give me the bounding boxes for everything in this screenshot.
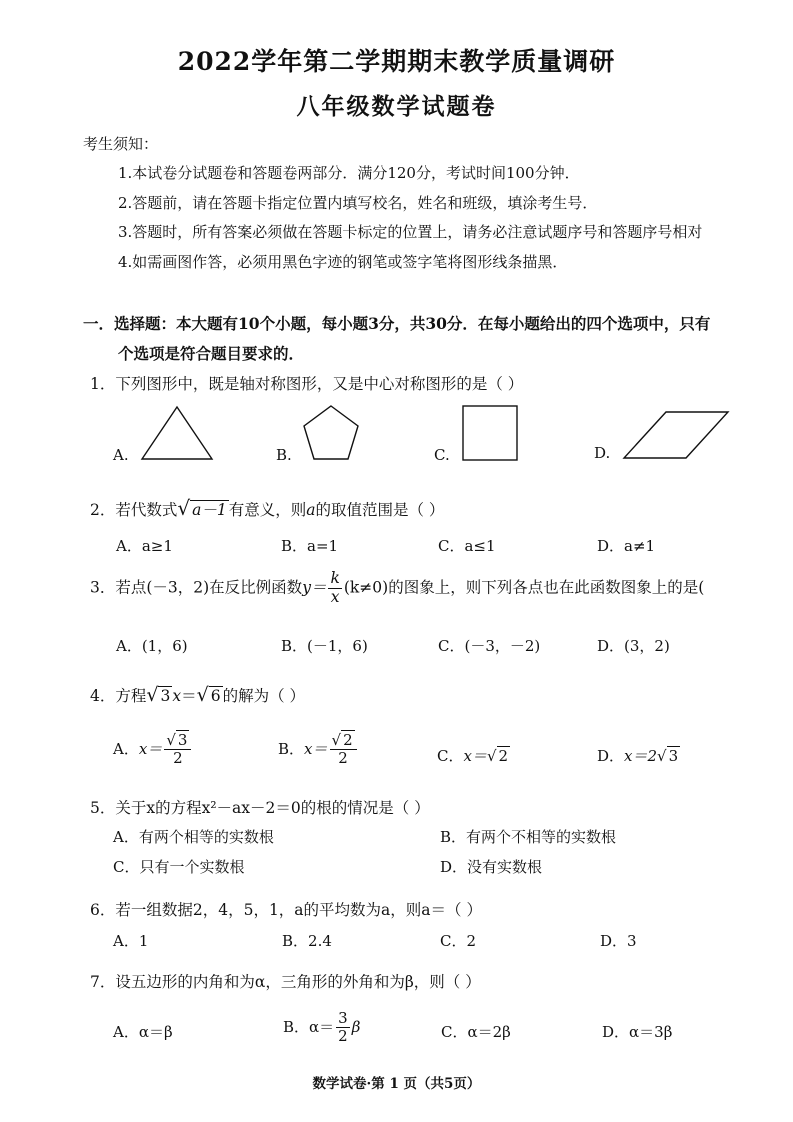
q2-option-d: D．a≠1 [597,537,656,555]
q3-option-b: B．(－1，6) [281,637,368,655]
q6-option-d: D．3 [600,932,637,950]
q7-option-b: B．α＝ $\frac{3}{2}$ β [283,1009,361,1046]
section-heading: 一．选择题：本大题有10个小题，每小题3分，共30分．在每小题给出的四个选项中，只有 [83,314,711,333]
q2-option-c: C．a≤1 [438,537,496,555]
triangle-icon [140,405,214,461]
section-heading-cont: 个选项是符合题目要求的． [118,344,305,363]
notes-heading: 考生须知： [83,135,159,153]
q3-option-a: A．(1，6) [116,637,188,655]
square-icon [461,404,519,462]
exam-subtitle: 八年级数学试题卷 [296,93,497,120]
q3-option-c: C．(－3，－2) [438,637,541,655]
pentagon-icon [302,404,360,462]
q5-option-d: D．没有实数根 [440,858,543,876]
q2-option-b: B．a=1 [281,537,339,555]
q1-option-a-label: A. [113,446,129,464]
parallelogram-icon [622,410,730,460]
q7-option-a: A．α＝β [113,1023,173,1041]
note-item: 4.如需画图作答，必须用黑色字迹的钢笔或签字笔将图形线条描黑． [118,253,568,271]
note-item: 2.答题前，请在答题卡指定位置内填写校名，姓名和班级，填涂考生号． [118,194,598,212]
q6-option-c: C．2 [440,932,477,950]
exam-title: 2022学年第二学期期末教学质量调研 [177,47,616,76]
q5-option-a: A．有两个相等的实数根 [113,828,274,846]
q4-option-c: C．x＝√ 2 [437,747,509,765]
q2-option-a: A．a≥1 [116,537,173,555]
q1-option-b-label: B. [276,446,292,464]
q1-option-c-label: C. [434,446,450,464]
q1-option-d-label: D. [594,444,611,462]
q5-option-b: B．有两个不相等的实数根 [440,828,617,846]
q4-option-d: D．x＝2√ 3 [597,747,679,765]
q7-option-d: D．α＝3β [602,1023,673,1041]
question-5-stem: 5．关于x的方程x²－ax－2＝0的根的情况是（ ） [90,799,430,817]
note-item: 3.答题时，所有答案必须做在答题卡标定的位置上，请务必注意试题序号和答题序号相对 [118,223,703,241]
q6-option-a: A．1 [113,932,149,950]
q6-option-b: B．2.4 [282,932,332,950]
q3-option-d: D．(3，2) [597,637,670,655]
q5-option-c: C．只有一个实数根 [113,858,245,876]
question-2-stem: 2．若代数式√ a－1 有意义，则a的取值范围是（ ） [90,496,445,520]
q7-option-c: C．α＝2β [441,1023,511,1041]
page-footer: 数学试卷·第 1 页（共5页） [312,1076,481,1092]
question-1-stem: 1．下列图形中，既是轴对称图形，又是中心对称图形的是（ ） [90,375,524,393]
question-7-stem: 7．设五边形的内角和为α，三角形的外角和为β，则（ ） [90,973,481,991]
note-item: 1.本试卷分试题卷和答题卷两部分．满分120分，考试时间100分钟． [118,164,580,182]
q4-option-a: A．x＝ $\frac{√ 3}{2}$ [113,732,193,768]
question-4-stem: 4．方程√ 3 x＝√ 6 的解为（ ） [90,684,306,706]
q4-option-b: B．x＝ $\frac{√ 2}{2}$ [278,732,359,768]
question-3-stem: 3．若点(－3，2)在反比例函数y＝ $\frac{k}{x}$ (k≠0)的图象上，则下列各点也在此函数图象上的是( [90,569,705,606]
question-6-stem: 6．若一组数据2，4，5，1，a的平均数为a，则a＝（ ） [90,901,482,919]
